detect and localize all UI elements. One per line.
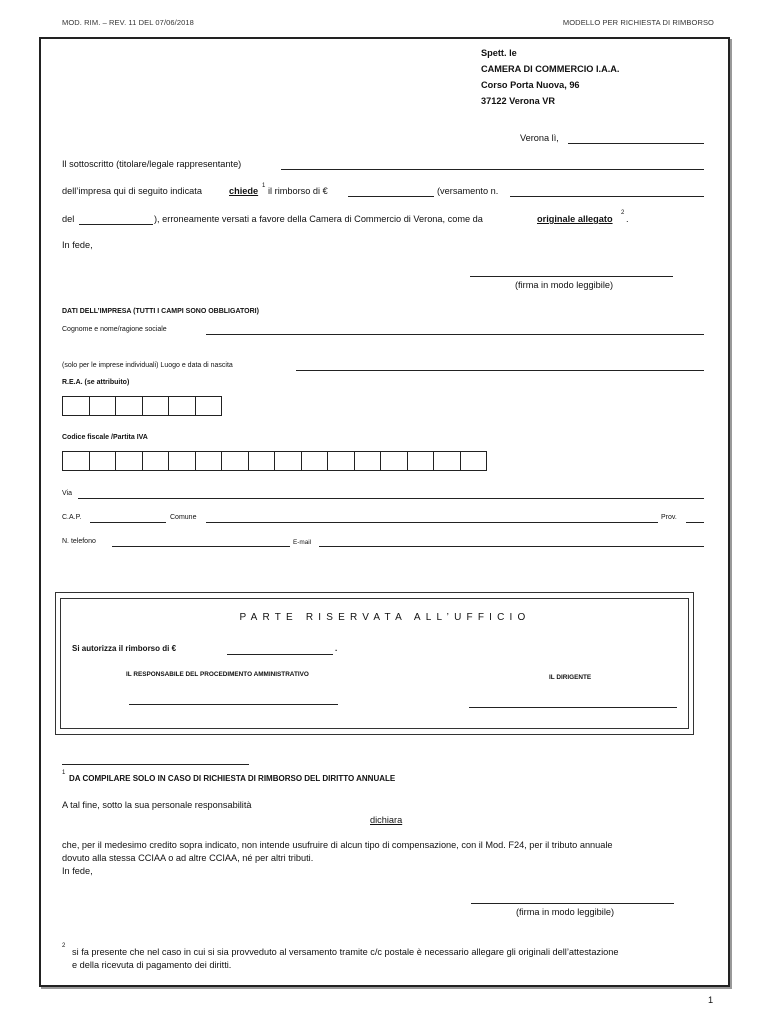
birth-field[interactable]: [296, 370, 704, 371]
authorize-label: Si autorizza il rimborso di €: [72, 644, 177, 653]
company-name-label: Cognome e nome/ragione sociale: [62, 326, 167, 333]
char-box[interactable]: [222, 452, 249, 470]
payment-number-label: (versamento n.: [437, 186, 499, 196]
prov-field[interactable]: [686, 522, 704, 523]
email-label: E-mail: [293, 539, 312, 546]
comune-field[interactable]: [206, 522, 658, 523]
in-fede-2: In fede,: [62, 866, 93, 876]
date-label: Verona lì,: [520, 133, 559, 143]
char-box[interactable]: [275, 452, 302, 470]
responsible-signature-field[interactable]: [129, 704, 338, 705]
authorize-amount-field[interactable]: [227, 654, 333, 655]
email-field[interactable]: [319, 546, 704, 547]
address-line-3: Corso Porta Nuova, 96: [481, 80, 580, 90]
char-box[interactable]: [196, 452, 223, 470]
via-field[interactable]: [78, 498, 704, 499]
office-title: PARTE RISERVATA ALL’UFFICIO: [239, 612, 531, 623]
in-fede-1: In fede,: [62, 240, 93, 250]
char-box[interactable]: [434, 452, 461, 470]
char-box[interactable]: [143, 397, 170, 415]
char-box[interactable]: [461, 452, 488, 470]
period: .: [626, 214, 629, 224]
dichiara-word: dichiara: [370, 815, 403, 825]
refund-of-label: il rimborso di €: [268, 186, 328, 196]
original-attached-text: originale allegato: [537, 214, 613, 224]
responsible-label: IL RESPONSABILE DEL PROCEDIMENTO AMMINISTRATIVO: [126, 671, 309, 678]
cf-label: Codice fiscale /Partita IVA: [62, 434, 148, 441]
phone-label: N. telefono: [62, 538, 96, 545]
note1-text-1: che, per il medesimo credito sopra indicato, non intende usufruire di alcun tipo di compensazione, con il Mod. F24, per il tributo annuale: [62, 840, 613, 850]
signature-caption-1: (firma in modo leggibile): [515, 280, 614, 290]
phone-field[interactable]: [112, 546, 290, 547]
char-box[interactable]: [169, 452, 196, 470]
char-box[interactable]: [355, 452, 382, 470]
char-box[interactable]: [63, 397, 90, 415]
note1-mark: 1: [62, 770, 66, 776]
company-name-field[interactable]: [206, 334, 704, 335]
char-box[interactable]: [381, 452, 408, 470]
birth-label: (solo per le imprese individuali) Luogo e data di nascita: [62, 362, 233, 369]
cf-boxes[interactable]: [62, 451, 487, 471]
refund-amount-field[interactable]: [348, 196, 434, 197]
header-right: MODELLO PER RICHIESTA DI RIMBORSO: [562, 18, 714, 27]
prov-label: Prov.: [661, 514, 677, 521]
note2-text-1: si fa presente che nel caso in cui si sia provveduto al versamento tramite c/c postale è necessario allegare gli originali dell’attestazione: [72, 947, 619, 957]
rea-boxes[interactable]: [62, 396, 222, 416]
undersigned-field[interactable]: [281, 169, 704, 170]
char-box[interactable]: [169, 397, 196, 415]
address-block: [481, 45, 620, 109]
original-footnote-mark: 2: [621, 210, 625, 216]
company-request-prefix: dell’impresa qui di seguito indicata: [62, 186, 202, 196]
signature-field-1[interactable]: [470, 276, 673, 277]
payment-date-field[interactable]: [79, 224, 153, 225]
date-field[interactable]: [568, 143, 704, 144]
address-line-4: 37122 Verona VR: [481, 96, 556, 106]
signature-caption-2: (firma in modo leggibile): [516, 907, 615, 917]
char-box[interactable]: [408, 452, 435, 470]
chiede-footnote-mark: 1: [262, 183, 266, 189]
erroneous-payment-text: ), erroneamente versati a favore della Camera di Commercio di Verona, come da: [154, 214, 483, 224]
del-label: del: [62, 214, 75, 224]
via-label: Via: [62, 490, 72, 497]
note2-mark: 2: [62, 943, 66, 949]
director-signature-field[interactable]: [469, 707, 677, 708]
char-box[interactable]: [302, 452, 329, 470]
address-line-2: CAMERA DI COMMERCIO I.A.A.: [481, 64, 620, 74]
undersigned-label: Il sottoscritto (titolare/legale rappresentante): [62, 159, 242, 169]
rea-label: R.E.A. (se attribuito): [62, 379, 130, 386]
note1-intro: A tal fine, sotto la sua personale responsabilità: [62, 800, 252, 810]
char-box[interactable]: [116, 397, 143, 415]
char-box[interactable]: [90, 397, 117, 415]
char-box[interactable]: [90, 452, 117, 470]
char-box[interactable]: [249, 452, 276, 470]
address-line-1: Spett. le: [481, 48, 517, 58]
director-label: IL DIRIGENTE: [549, 674, 592, 681]
char-box[interactable]: [63, 452, 90, 470]
signature-field-2[interactable]: [471, 903, 674, 904]
note1-text-2: dovuto alla stessa CCIAA o ad altre CCIAA, né per altri tributi.: [62, 853, 314, 863]
header-left: MOD. RIM. – REV. 11 DEL 07/06/2018: [62, 18, 194, 27]
footnote-separator: [62, 764, 249, 765]
char-box[interactable]: [143, 452, 170, 470]
char-box[interactable]: [196, 397, 223, 415]
note1-title: DA COMPILARE SOLO IN CASO DI RICHIESTA DI RIMBORSO DEL DIRITTO ANNUALE: [69, 774, 396, 783]
char-box[interactable]: [328, 452, 355, 470]
cap-field[interactable]: [90, 522, 166, 523]
payment-number-field[interactable]: [510, 196, 704, 197]
chiede-word: chiede: [229, 186, 259, 196]
comune-label: Comune: [170, 514, 197, 521]
cap-label: C.A.P.: [62, 514, 82, 521]
authorize-period: .: [335, 644, 338, 653]
char-box[interactable]: [116, 452, 143, 470]
page-number: 1: [708, 995, 714, 1005]
note2-text-2: e della ricevuta di pagamento dei diritti.: [72, 960, 232, 970]
company-section-title: DATI DELL’IMPRESA (TUTTI I CAMPI SONO OBBLIGATORI): [62, 308, 259, 315]
